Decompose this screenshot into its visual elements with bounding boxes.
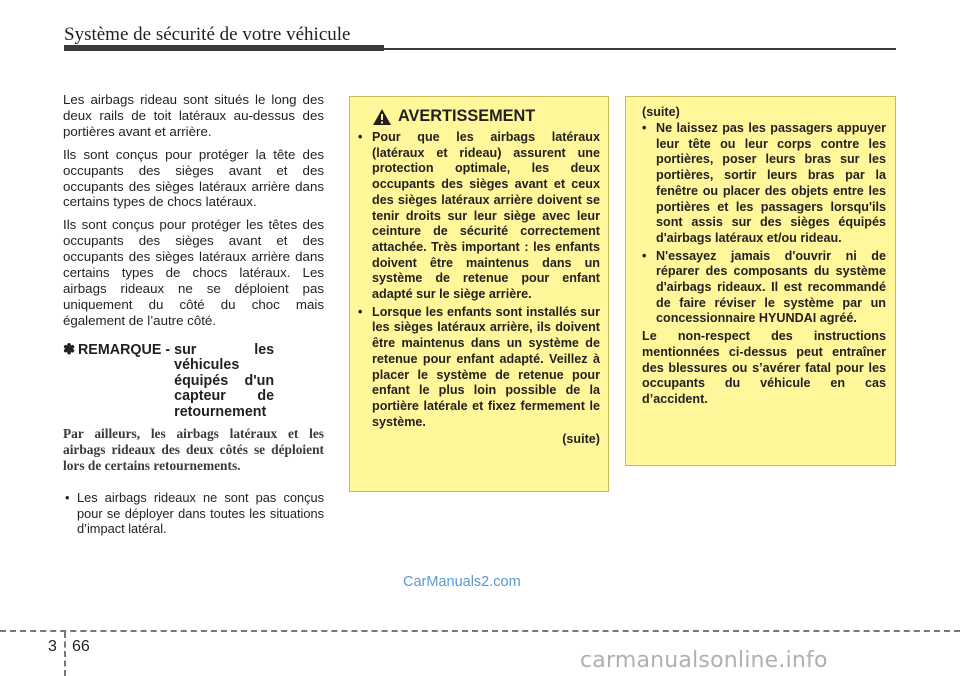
chapter-number: 3 [48,638,57,655]
remark-subtitle: sur les véhicules équipés d'un capteur de retournement [174,341,275,420]
header-rule-thin [384,48,896,50]
left-column [63,92,324,537]
paragraph: Ils sont conçus pour protéger les têtes des occupants des sièges avant et des occupants des sièges latéraux arrière dans certains types de chocs latéraux. Les airbags rideaux ne se déploient pas uniquement du côté du choc mais également de l’autre côté. [63,217,324,328]
bullet-dot: • [65,490,70,506]
warning-heading [372,107,608,126]
remark-star-icon: ✽ [63,341,75,358]
warning-triangle-icon [372,108,392,126]
bullet-item [63,490,324,537]
paragraph: Ils sont conçus pour protéger la tête des occupants des sièges avant et des occupants des sièges latéraux arrière dans certains types de chocs latéraux. [63,146,324,210]
bullet-dot: • [358,130,363,144]
continuation-item [642,121,886,247]
page-number: 66 [72,638,90,655]
remark-title: REMARQUE - [77,341,171,358]
footer-site-watermark: carmanualsonline.info [580,648,828,673]
warning-list [350,130,608,430]
warning-item-text: Lorsque les enfants sont installés sur les sièges latéraux arrière, ils doivent être maintenus dans un système de retenue pour enfant adapté. Veillez à placer le système de retenue pour enfant le plus loin possible de la portière latérale et fixez fermement le système. [372,304,600,429]
continuation-closing: Le non-respect des instructions mentionnées ci-dessus peut entraîner des blessures ou s’avérer fatal pour les occupants du véhicule en cas d’accident. [642,329,886,406]
watermark-link[interactable]: CarManuals2.com [403,574,521,590]
remark-heading [63,343,324,421]
warning-item-text: Pour que les airbags latéraux (latéraux et rideau) assurent une protection optimale, les deux occupants des sièges avant et ceux des sièges latéraux arrière doivent se tenir droits sur leur siège avec leur ceinture de sécurité correctement attachée. Très important : les enfants doivent être maintenus dans un système de retenue pour enfant adapté sur le siège arrière. [372,130,600,302]
warning-title: AVERTISSEMENT [398,107,536,125]
warning-item [358,305,600,431]
header-rule-thick [64,45,384,51]
page-title: Système de sécurité de votre véhicule [64,24,351,45]
continuation-item-text: Ne laissez pas les passagers appuyer leur tête ou leur corps contre les portières, poser leurs bras sur les portières, sortir leurs bras par la fenêtre ou placer des objets entre les portières et les passagers lorsqu'ils sont assis sur des sièges équipés d'airbags latéraux et/ou rideau. [656,121,886,245]
continuation-list [626,121,895,327]
continuation-item-text: N'essayez jamais d'ouvrir ni de réparer des composants du système d'airbags rideaux. Il est recommandé de faire réviser le système par un concessionnaire HYUNDAI agréé. [656,248,886,326]
warning-box [349,96,609,492]
bullet-dot: • [358,304,363,319]
continuation-box [625,96,896,466]
warning-item [358,130,600,303]
bullet-dot: • [642,121,647,135]
bullet-text: Les airbags rideaux ne sont pas conçus pour se déployer dans toutes les situations d’impact latéral. [77,490,324,537]
footer-rule [0,630,960,632]
warning-continued-label: (suite) [562,432,600,447]
continuation-item [642,249,886,328]
continuation-heading: (suite) [642,105,680,119]
paragraph: Les airbags rideau sont situés le long des deux rails de toit latéraux au-dessus des portières avant et arrière. [63,92,324,139]
remark-body: Par ailleurs, les airbags latéraux et les airbags rideaux des deux côtés se déploient lors de certains retournements. [63,426,324,474]
footer-divider [64,632,66,676]
bullet-dot: • [642,248,647,263]
